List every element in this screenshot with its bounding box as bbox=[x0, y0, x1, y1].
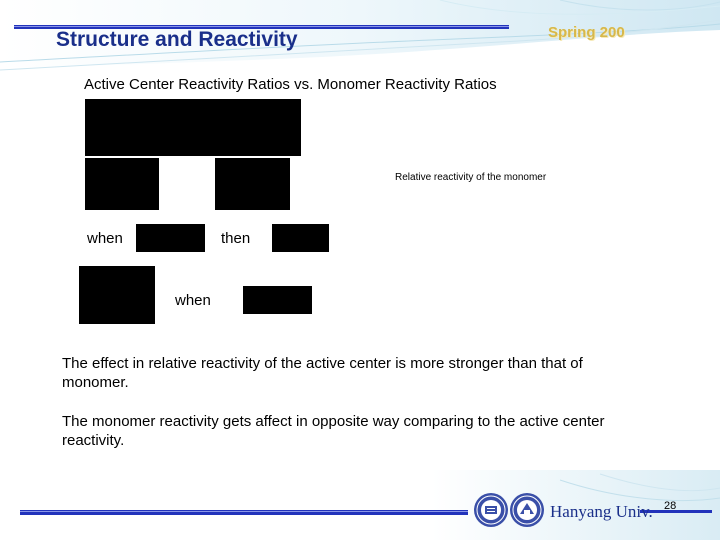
redacted-result-1 bbox=[272, 224, 329, 252]
redacted-equation-left bbox=[85, 158, 159, 210]
page-number: 28 bbox=[664, 500, 677, 512]
redacted-condition-1 bbox=[136, 224, 205, 252]
paragraph-monomer: The monomer reactivity gets affect in opposite way comparing to the active center reactivity. bbox=[62, 413, 605, 449]
college-seal-icon bbox=[509, 492, 545, 528]
university-name: Hanyang Univ. bbox=[550, 502, 653, 521]
relative-reactivity-note: Relative reactivity of the monomer bbox=[395, 172, 547, 183]
university-seal-icon bbox=[473, 492, 509, 528]
when-label-2: when bbox=[175, 292, 211, 309]
then-label: then bbox=[221, 230, 251, 247]
redacted-equation-main bbox=[85, 99, 301, 156]
slide-title: Structure and Reactivity bbox=[56, 28, 298, 51]
paragraph-active-center: The effect in relative reactivity of the active center is more stronger than that of monomer. bbox=[62, 355, 583, 391]
redacted-equation-right bbox=[215, 158, 290, 210]
when-label-1: when bbox=[87, 230, 123, 247]
redacted-equation-lower bbox=[79, 266, 155, 324]
slide-subtitle: Active Center Reactivity Ratios vs. Monomer Reactivity Ratios bbox=[84, 76, 497, 93]
semester-label: Spring 200 bbox=[548, 24, 625, 41]
redacted-condition-2 bbox=[243, 286, 312, 314]
